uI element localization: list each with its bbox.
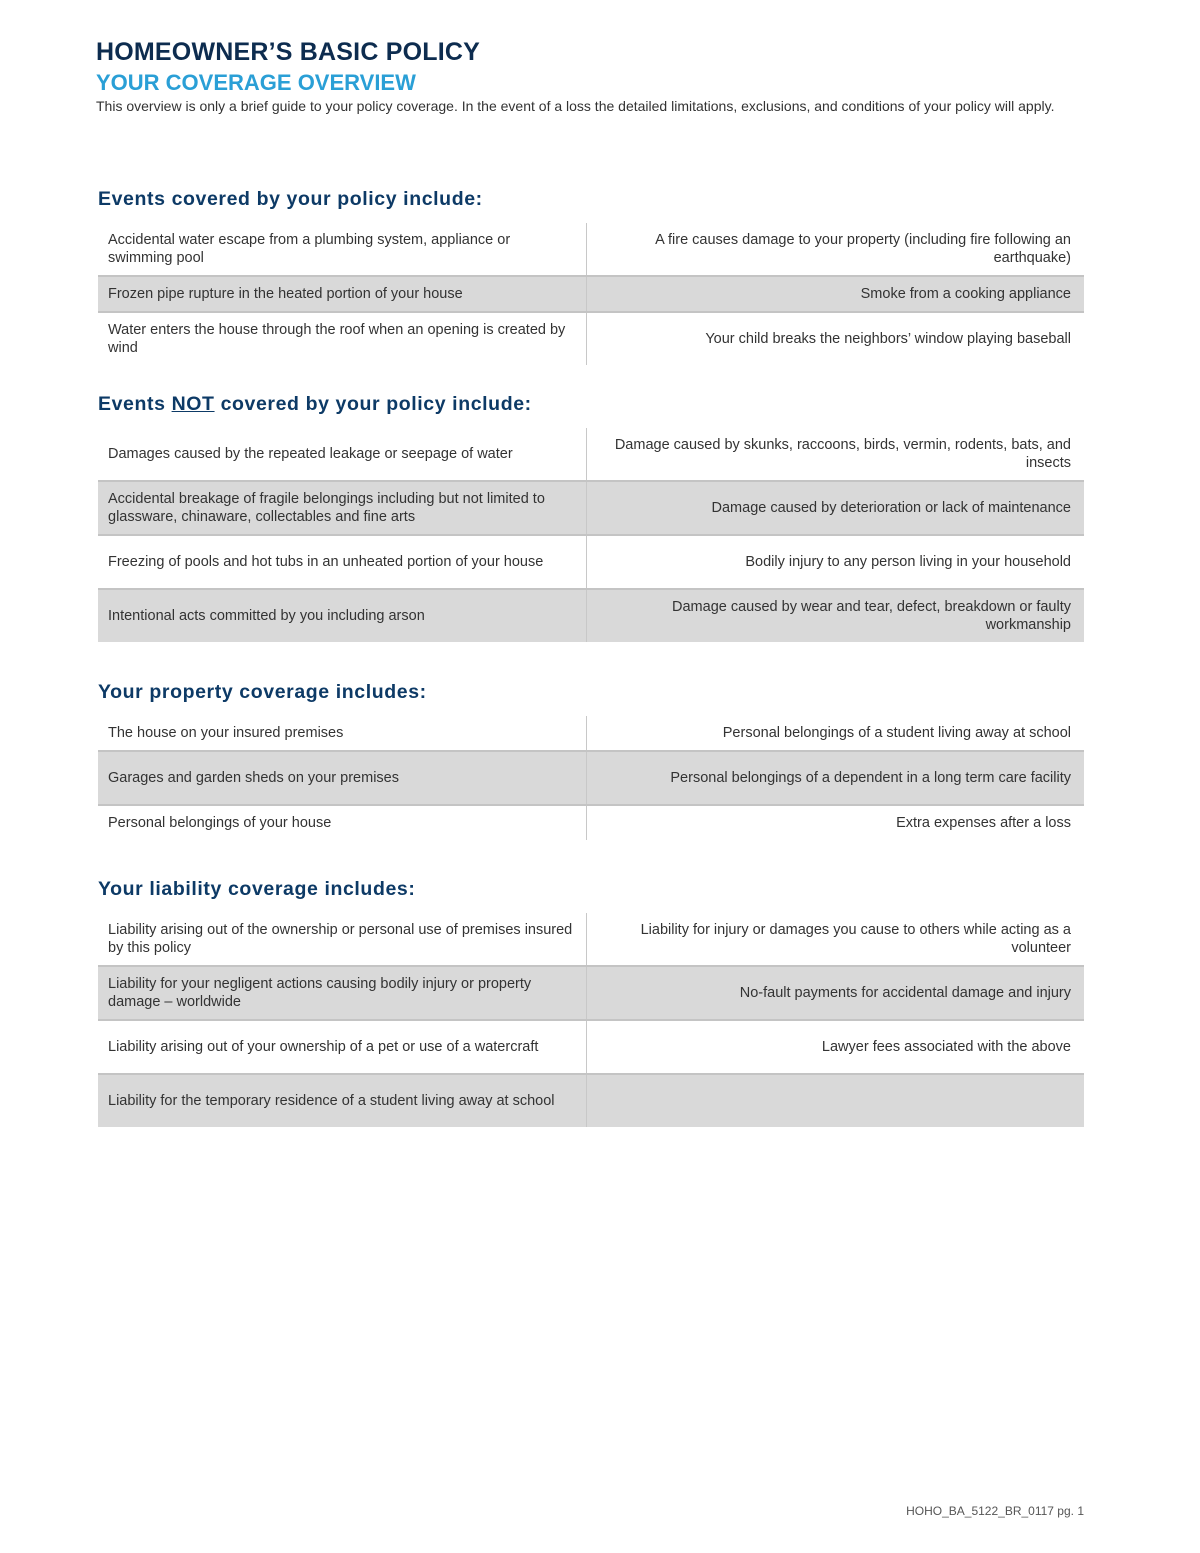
table-cell-right: A fire causes damage to your property (including fire following an earthquake): [655, 232, 1071, 266]
table-cell-right: Bodily injury to any person living in your household: [587, 535, 1085, 589]
table-row: [98, 276, 1084, 312]
table-row: [98, 1020, 1084, 1074]
table-cell-right: Smoke from a cooking appliance: [587, 276, 1085, 312]
property-heading: Your property coverage includes:: [98, 681, 427, 703]
liability-heading: Your liability coverage includes:: [98, 878, 416, 900]
intro-text: This overview is only a brief guide to your policy coverage. In the event of a loss the detailed limitations, exclusions, and conditions of your policy will apply.: [96, 98, 1055, 114]
table-cell-left: The house on your insured premises: [98, 716, 587, 751]
table-cell-right: Damage caused by wear and tear, defect, breakdown or faulty workmanship: [587, 589, 1085, 642]
table-row: [98, 805, 1084, 840]
table-cell-left: Water enters the house through the roof when an opening is created by wind: [98, 312, 587, 365]
table-cell-right: Your child breaks the neighbors’ window playing baseball: [587, 312, 1085, 365]
table-row: [98, 913, 1084, 966]
heading-emphasis: NOT: [171, 393, 215, 415]
heading-part: covered by your policy include:: [214, 393, 532, 415]
not-covered-table: [98, 428, 1084, 642]
page-title: HOMEOWNER’S BASIC POLICY: [96, 38, 480, 66]
page-subtitle: YOUR COVERAGE OVERVIEW: [96, 70, 416, 95]
not-covered-heading: [98, 393, 532, 416]
covered-table: [98, 223, 1084, 365]
covered-heading: Events covered by your policy include:: [98, 188, 483, 210]
table-cell-right: Lawyer fees associated with the above: [587, 1020, 1085, 1074]
table-cell-right: Damage caused by skunks, raccoons, birds, vermin, rodents, bats, and insects: [614, 437, 1071, 471]
table-cell-left: Liability arising out of the ownership or personal use of premises insured by this policy: [98, 913, 587, 966]
table-cell-left: Liability for your negligent actions causing bodily injury or property damage – worldwide: [98, 966, 587, 1020]
table-cell-left: Accidental water escape from a plumbing system, appliance or swimming pool: [98, 223, 587, 276]
table-cell-left: Frozen pipe rupture in the heated portion of your house: [98, 276, 587, 312]
table-cell-left: Liability for the temporary residence of a student living away at school: [98, 1074, 587, 1127]
table-cell-left: Accidental breakage of fragile belongings including but not limited to glassware, chinaware, collectables and fine arts: [98, 481, 587, 535]
table-row: [98, 481, 1084, 535]
table-row: [98, 966, 1084, 1020]
table-row: [98, 716, 1084, 751]
table-row: [98, 589, 1084, 642]
table-cell-right: Extra expenses after a loss: [587, 805, 1085, 840]
table-cell-right: Damage caused by deterioration or lack of maintenance: [587, 481, 1085, 535]
table-row: [98, 223, 1084, 276]
footer-code: HOHO_BA_5122_BR_0117 pg. 1: [906, 1504, 1084, 1518]
heading-part: Events: [98, 393, 172, 415]
table-cell-left: Liability arising out of your ownership of a pet or use of a watercraft: [98, 1020, 587, 1074]
table-cell-left: Damages caused by the repeated leakage or seepage of water: [98, 428, 587, 481]
table-cell-right: Personal belongings of a dependent in a long term care facility: [587, 751, 1085, 805]
table-row: [98, 312, 1084, 365]
property-table: [98, 716, 1084, 840]
table-cell-right: [587, 1074, 1085, 1127]
table-cell-left: Garages and garden sheds on your premises: [98, 751, 587, 805]
liability-table: [98, 913, 1084, 1127]
table-row: [98, 751, 1084, 805]
table-cell-right: Liability for injury or damages you cause to others while acting as a volunteer: [640, 922, 1071, 956]
table-row: [98, 535, 1084, 589]
table-cell-left: Personal belongings of your house: [98, 805, 587, 840]
table-cell-right: Personal belongings of a student living away at school: [722, 725, 1071, 741]
table-cell-right: No-fault payments for accidental damage and injury: [587, 966, 1085, 1020]
table-cell-left: Intentional acts committed by you including arson: [98, 589, 587, 642]
table-cell-left: Freezing of pools and hot tubs in an unheated portion of your house: [98, 535, 587, 589]
table-row: [98, 428, 1084, 481]
table-row: [98, 1074, 1084, 1127]
